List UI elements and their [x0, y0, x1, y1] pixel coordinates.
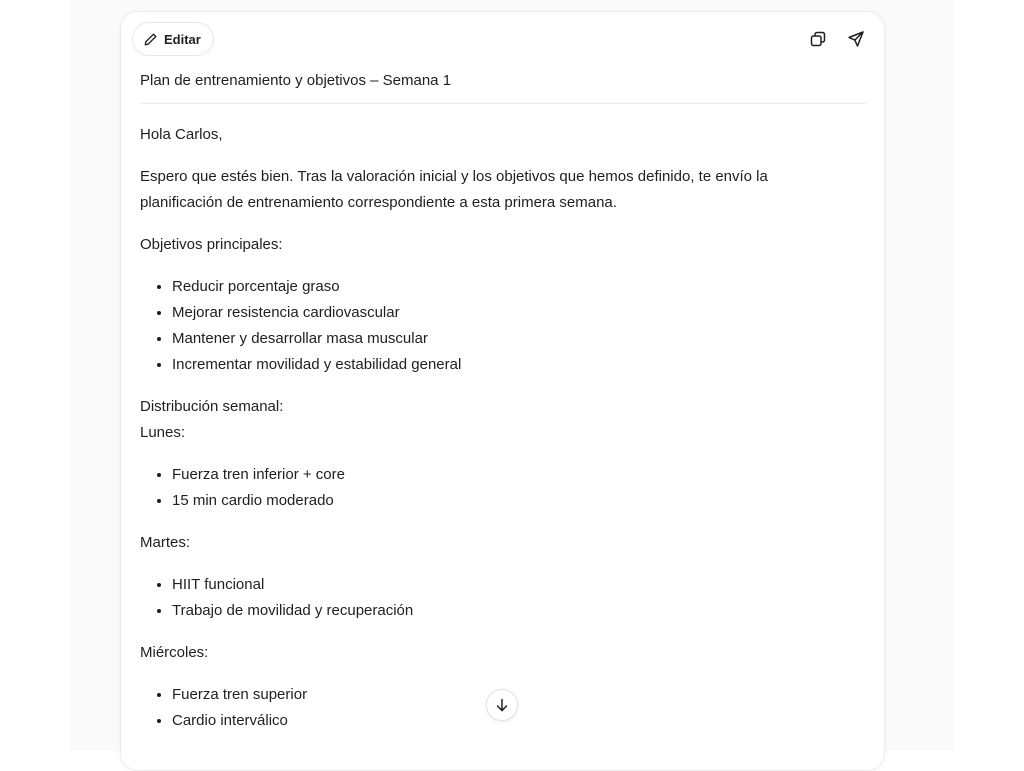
objectives-list: [140, 274, 840, 378]
list-item: • Mejorar resistencia cardiovascular: [172, 300, 840, 326]
objectives-heading: Objetivos principales:: [140, 236, 283, 253]
list-item: • Mantener y desarrollar masa muscular: [172, 326, 840, 352]
send-icon: [847, 30, 865, 48]
intro-paragraph: Espero que estés bien. Tras la valoración inicial y los objetivos que hemos definido, te envío la planificación de entrenamiento correspondiente a esta primera semana.: [140, 168, 768, 211]
day-heading-tuesday: Martes:: [140, 534, 191, 551]
scroll-down-button[interactable]: [486, 689, 518, 721]
day-heading-monday: Lunes:: [140, 424, 186, 441]
list-item: • Trabajo de movilidad y recuperación: [172, 598, 840, 624]
email-draft-card: [120, 11, 885, 771]
list-item: • Fuerza tren inferior + core: [172, 462, 840, 488]
pencil-icon: [143, 32, 158, 47]
copy-icon: [809, 30, 827, 48]
distribution-heading: Distribución semanal:: [140, 398, 284, 415]
list-item: • Reducir porcentaje graso: [172, 274, 840, 300]
send-button[interactable]: [845, 28, 867, 50]
list-item: • HIIT funcional: [172, 572, 840, 598]
list-item: • Cardio interválico: [172, 708, 840, 734]
subject-divider: [140, 103, 866, 104]
tuesday-list: [140, 572, 840, 624]
email-body: [140, 122, 840, 750]
list-item: • 15 min cardio moderado: [172, 488, 840, 514]
list-item: • Fuerza tren superior: [172, 682, 840, 708]
arrow-down-icon: [494, 697, 510, 713]
edit-button[interactable]: [132, 22, 214, 56]
edit-button-label: Editar: [164, 31, 201, 47]
copy-button[interactable]: [807, 28, 829, 50]
monday-list: [140, 462, 840, 514]
list-item: • Incrementar movilidad y estabilidad general: [172, 352, 840, 378]
day-heading-wednesday: Miércoles:: [140, 644, 209, 661]
greeting: Hola Carlos,: [140, 126, 223, 143]
email-subject: Plan de entrenamiento y objetivos – Semana 1: [140, 72, 452, 89]
